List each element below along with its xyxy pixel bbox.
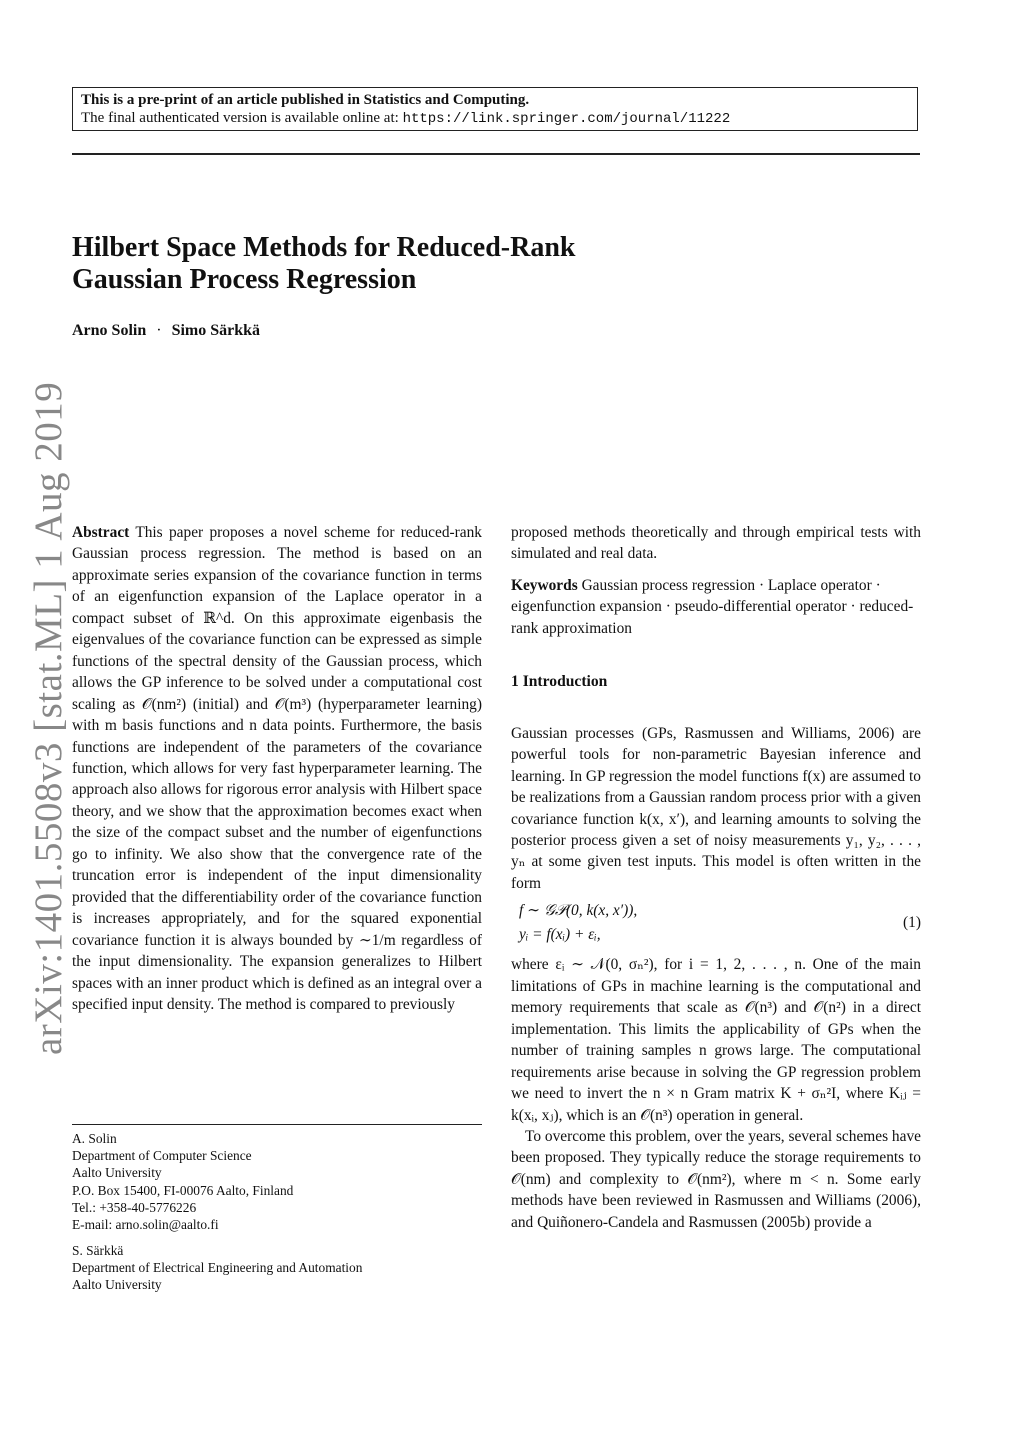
keywords [511,575,921,639]
title-line-1: Hilbert Space Methods for Reduced-Rank [72,232,576,263]
author-1: Arno Solin [72,322,147,339]
affiliation-line: Aalto University [72,1277,162,1293]
affiliation-author-2 [72,1242,482,1294]
title-line-2: Gaussian Process Regression [72,264,417,295]
keywords-text: Gaussian process regression · Laplace operator · eigenfunction expansion · pseudo-differential operator · reduced-rank approximation [511,576,914,637]
affiliation-line: Aalto University [72,1165,162,1181]
abstract-label: Abstract [72,524,130,541]
affiliation-line: P.O. Box 15400, FI-00076 Aalto, Finland [72,1182,294,1198]
left-column [72,522,482,1015]
affiliation-line: A. Solin [72,1131,117,1146]
affiliation-line: S. Särkkä [72,1243,124,1258]
affiliation-author-1 [72,1130,482,1233]
notice-line-1: This is a pre-print of an article published in Statistics and Computing. [81,92,530,108]
affiliation-line: Department of Computer Science [72,1148,252,1164]
header-rule [72,153,920,155]
notice-line-2 [81,109,909,128]
intro-paragraph-1: Gaussian processes (GPs, Rasmussen and Williams, 2006) are powerful tools for non-parametric Bayesian inference and learning. In GP regression the model functions f(x) are assumed to be realizations from a Gaussian random process prior with a given covariance function k(x, x′), and learning amounts to solving the posterior process given a set of noisy measurements y₁, y₂, . . . , yₙ at some given test inputs. This model is often written in the form [511,724,921,892]
intro-paragraph-3: To overcome this problem, over the years, several schemes have been proposed. They typically reduce the storage requirements to 𝒪(nm) and complexity to 𝒪(nm²), where m < n. Some early methods have been reviewed in Rasmussen and Williams (2006), and Quiñonero-Candela and Rasmussen (2005b) provide a [511,1127,921,1231]
affiliation-line: Tel.: +358-40-5776226 [72,1199,197,1215]
footnote-rule [72,1124,482,1125]
arxiv-identifier-stamp: arXiv:1401.5508v3 [stat.ML] 1 Aug 2019 [27,381,70,1055]
equation-number: (1) [903,914,921,932]
publication-notice-box [72,87,918,131]
abstract-text: This paper proposes a novel scheme for reduced-rank Gaussian process regression. The method is based on an approximate series expansion of the covariance function in terms of an eigenfunction expansion of the Laplace operator in a compact subset of ℝ^d. On this approximate eigenbasis the eigenvalues of the covariance function can be expressed as simple functions of the spectral density of the Gaussian process, which allows the GP inference to be solved under a computational cost scaling as 𝒪(nm²) (initial) and 𝒪(m³) (hyperparameter learning) with m basis functions and n data points. Furthermore, the basis functions are independent of the parameters of the covariance function, which allows for very fast hyperparameter learning. The approach also allows for rigorous error analysis with Hilbert space theory, and we show that the approximation becomes exact when the size of the compact subset and the number of eigenfunctions go to infinity. We also show that the convergence rate of the truncation error is independent of the input dimensionality provided that the differentiability order of the covariance function is increases appropriately, and for the squared exponential covariance function it is always bounded by ∼1/m regardless of the input dimensionality. The expansion generalizes to Hilbert spaces with an inner product which is defined as an integral over a specified input density. The method is compared to previously [72,524,482,1013]
paper-title [72,232,872,296]
equation-line-1: f ∼ 𝒢𝒫(0, k(x, x′)), [519,902,638,920]
keywords-label: Keywords [511,576,578,594]
author-list [72,322,260,340]
abstract-continuation: proposed methods theoretically and through empirical tests with simulated and real data. [511,524,921,563]
intro-paragraph-2: where εᵢ ∼ 𝒩(0, σₙ²), for i = 1, 2, . . . , n. One of the main limitations of GPs in machine learning is the computational and memory requirements that scale as 𝒪(n³) and 𝒪(n²) in a direct implementation. This limits the applicability of GPs when the number of training samples n grows large. The computational requirements arise because in solving the GP regression problem we need to invert the n × n Gram matrix K + σₙ²I, where Kᵢⱼ = k(xᵢ, xⱼ), which is an 𝒪(n³) operation in general. [511,956,921,1124]
email-link[interactable]: E-mail: arno.solin@aalto.fi [72,1217,219,1233]
author-2: Simo Särkkä [171,322,261,339]
abstract [72,522,482,1015]
equation-line-2: yᵢ = f(xᵢ) + εᵢ, [519,926,601,944]
right-column [511,522,921,1233]
section-heading-introduction: 1 Introduction [511,673,608,691]
author-separator: · [156,322,162,339]
equation-1 [511,898,921,948]
journal-url-link[interactable]: https://link.springer.com/journal/11222 [402,111,731,127]
notice-line-2-prefix: The final authenticated version is available online at: [81,110,403,126]
affiliation-line: Department of Electrical Engineering and Automation [72,1260,363,1276]
